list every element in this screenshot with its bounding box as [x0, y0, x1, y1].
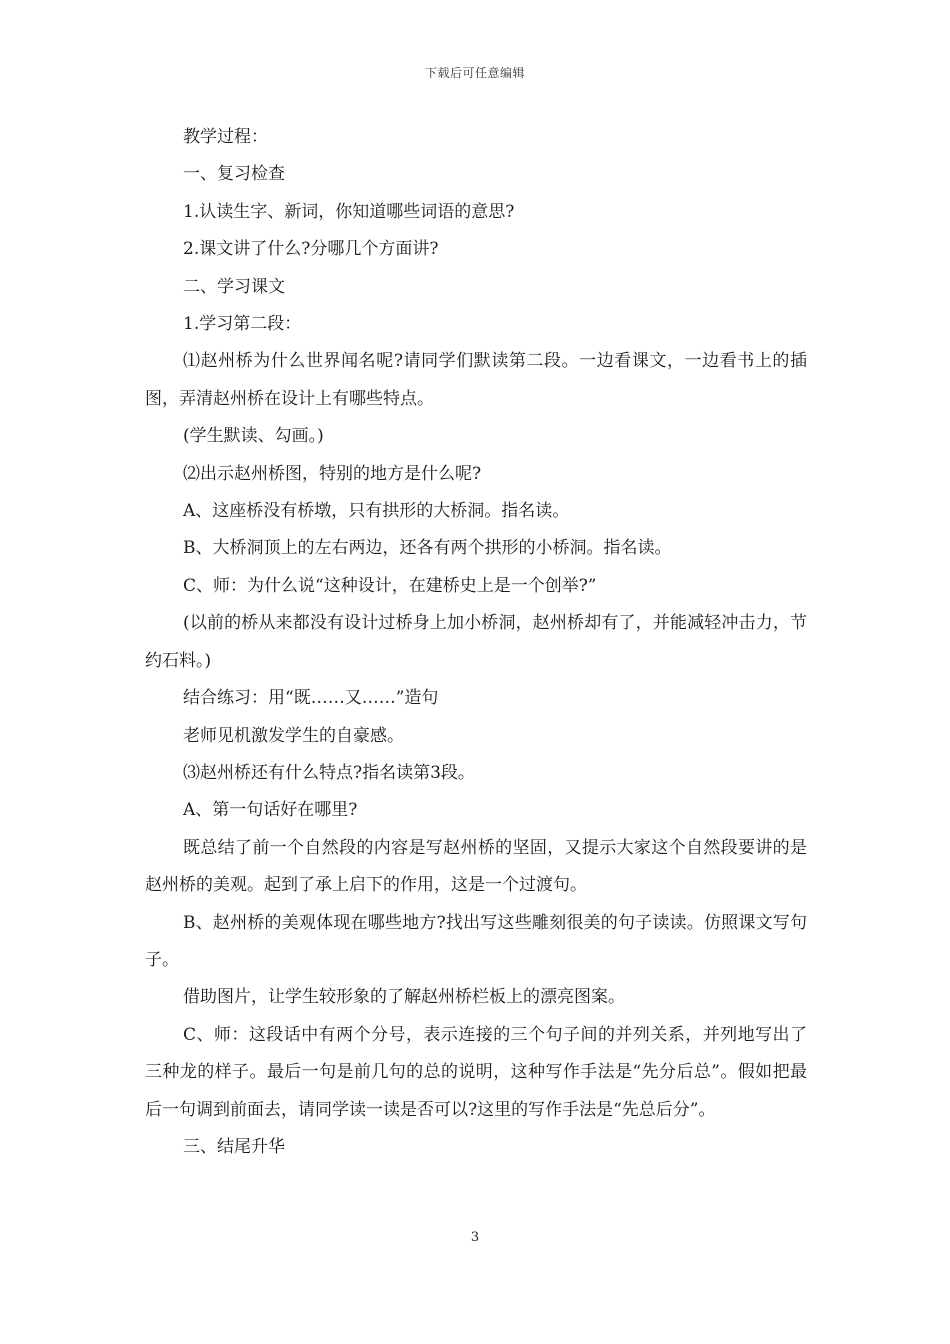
paragraph-item: 借助图片，让学生较形象的了解赵州桥栏板上的漂亮图案。 — [183, 987, 625, 1008]
heading-study-text: 二、学习课文 — [183, 276, 285, 297]
paragraph-teaching-process: 教学过程： — [183, 127, 268, 147]
document-body — [145, 119, 807, 1166]
paragraph-item: C、师：这段话中有两个分号，表示连接的三个句子间的并列关系，并列地写出了三种龙的样子。最后一句是前几句的总的说明，这种写作手法是“先分后总”。假如把最后一句调到前面去，请同学读一读是否可以?这里的写作手法是“先总后分”。 — [145, 1024, 807, 1120]
paragraph-item: B、大桥洞顶上的左右两边，还各有两个拱形的小桥洞。指名读。 — [183, 538, 672, 559]
paragraph-item: A、第一句话好在哪里? — [183, 800, 358, 821]
paragraph-item: 1.认读生字、新词，你知道哪些词语的意思? — [183, 201, 515, 222]
paragraph-item: B、赵州桥的美观体现在哪些地方?找出写这些雕刻很美的句子读读。仿照课文写句子。 — [145, 912, 807, 970]
paragraph-item: A、这座桥没有桥墩，只有拱形的大桥洞。指名读。 — [183, 501, 570, 522]
heading-review: 一、复习检查 — [183, 164, 285, 185]
paragraph-item: (学生默读、勾画。) — [183, 426, 324, 447]
paragraph-item: 老师见机激发学生的自豪感。 — [183, 725, 404, 746]
heading-conclusion: 三、结尾升华 — [183, 1136, 285, 1157]
paragraph-item: 1.学习第二段： — [183, 314, 302, 335]
page-header: 下载后可任意编辑 — [424, 66, 525, 80]
paragraph-item: ⑴赵州桥为什么世界闻名呢?请同学们默读第二段。一边看课文，一边看书上的插图，弄清赵州桥在设计上有哪些特点。 — [145, 351, 807, 409]
page-number: 3 — [470, 1230, 480, 1245]
paragraph-item: ⑵出示赵州桥图，特别的地方是什么呢? — [183, 463, 482, 484]
paragraph-item: C、师：为什么说“这种设计，在建桥史上是一个创举?” — [183, 575, 597, 596]
paragraph-item: ⑶赵州桥还有什么特点?指名读第3段。 — [183, 762, 475, 783]
paragraph-item: 结合练习：用“既……又……”造句 — [183, 688, 439, 709]
paragraph-item: 既总结了前一个自然段的内容是写赵州桥的坚固，又提示大家这个自然段要讲的是赵州桥的美观。起到了承上启下的作用，这是一个过渡句。 — [145, 837, 807, 896]
paragraph-item: 2.课文讲了什么?分哪几个方面讲? — [183, 239, 439, 260]
paragraph-item: (以前的桥从来都没有设计过桥身上加小桥洞，赵州桥却有了，并能减轻冲击力，节约石料。) — [145, 613, 807, 671]
